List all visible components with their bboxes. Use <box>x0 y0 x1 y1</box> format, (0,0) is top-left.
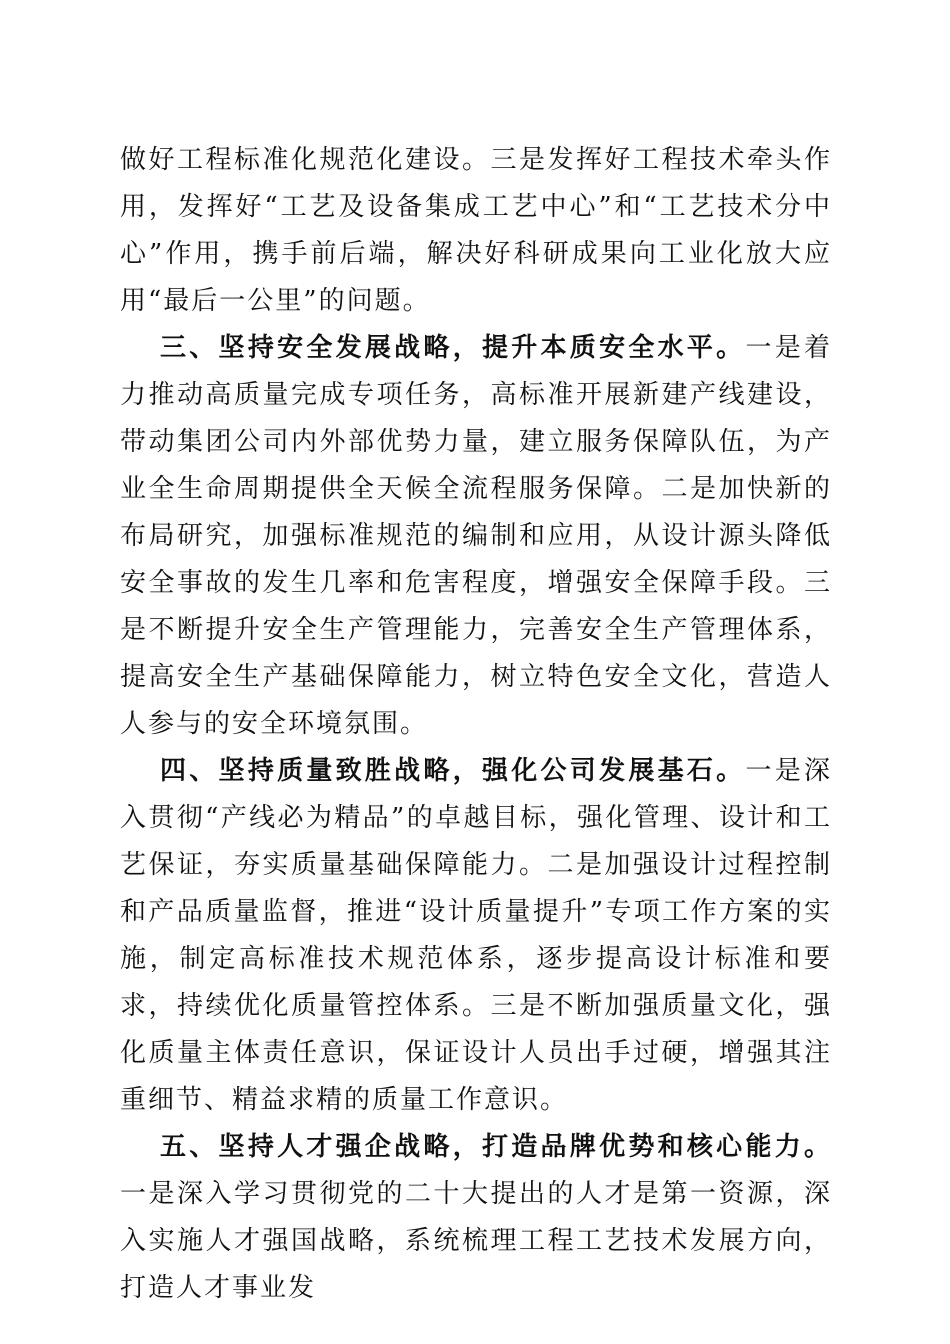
section-heading-5: 五、坚持人才强企战略，打造品牌优势和核心能力。 <box>160 1132 832 1162</box>
section-heading-3: 三、坚持安全发展战略，提升本质安全水平。 <box>160 333 746 363</box>
document-body <box>120 137 832 1312</box>
paragraph-3-text: 一是深入贯彻“产线必为精品”的卓越目标，强化管理、设计和工艺保证，夯实质量基础保障能力。二是加强设计过程控制和产品质量监督，推进“设计质量提升”专项工作方案的实施，制定高标准技术规范体系，逐步提高设计标准和要求，持续优化质量管控体系。三是不断加强质量文化，强化质量主体责任意识，保证设计人员出手过硬，增强其注重细节、精益求精的质量工作意识。 <box>120 756 832 1115</box>
paragraph-1 <box>120 137 832 325</box>
paragraph-1-text: 做好工程标准化规范化建设。三是发挥好工程技术牵头作用，发挥好“工艺及设备集成工艺中心”和“工艺技术分中心”作用，携手前后端，解决好科研成果向工业化放大应用“最后一公里”的问题。 <box>120 145 832 316</box>
paragraph-2-text: 一是着力推动高质量完成专项任务，高标准开展新建产线建设，带动集团公司内外部优势力量，建立服务保障队伍，为产业全生命周期提供全天候全流程服务保障。二是加快新的布局研究，加强标准规范的编制和应用，从设计源头降低安全事故的发生几率和危害程度，增强安全保障手段。三是不断提升安全生产管理能力，完善安全生产管理体系，提高安全生产基础保障能力，树立特色安全文化，营造人人参与的安全环境氛围。 <box>120 333 832 739</box>
paragraph-4-text: 一是深入学习贯彻党的二十大提出的人才是第一资源，深入实施人才强国战略，系统梳理工程工艺技术发展方向，打造人才事业发 <box>120 1179 832 1303</box>
paragraph-2 <box>120 325 832 748</box>
section-heading-4: 四、坚持质量致胜战略，强化公司发展基石。 <box>160 756 746 786</box>
paragraph-3 <box>120 748 832 1124</box>
paragraph-4 <box>120 1124 832 1312</box>
